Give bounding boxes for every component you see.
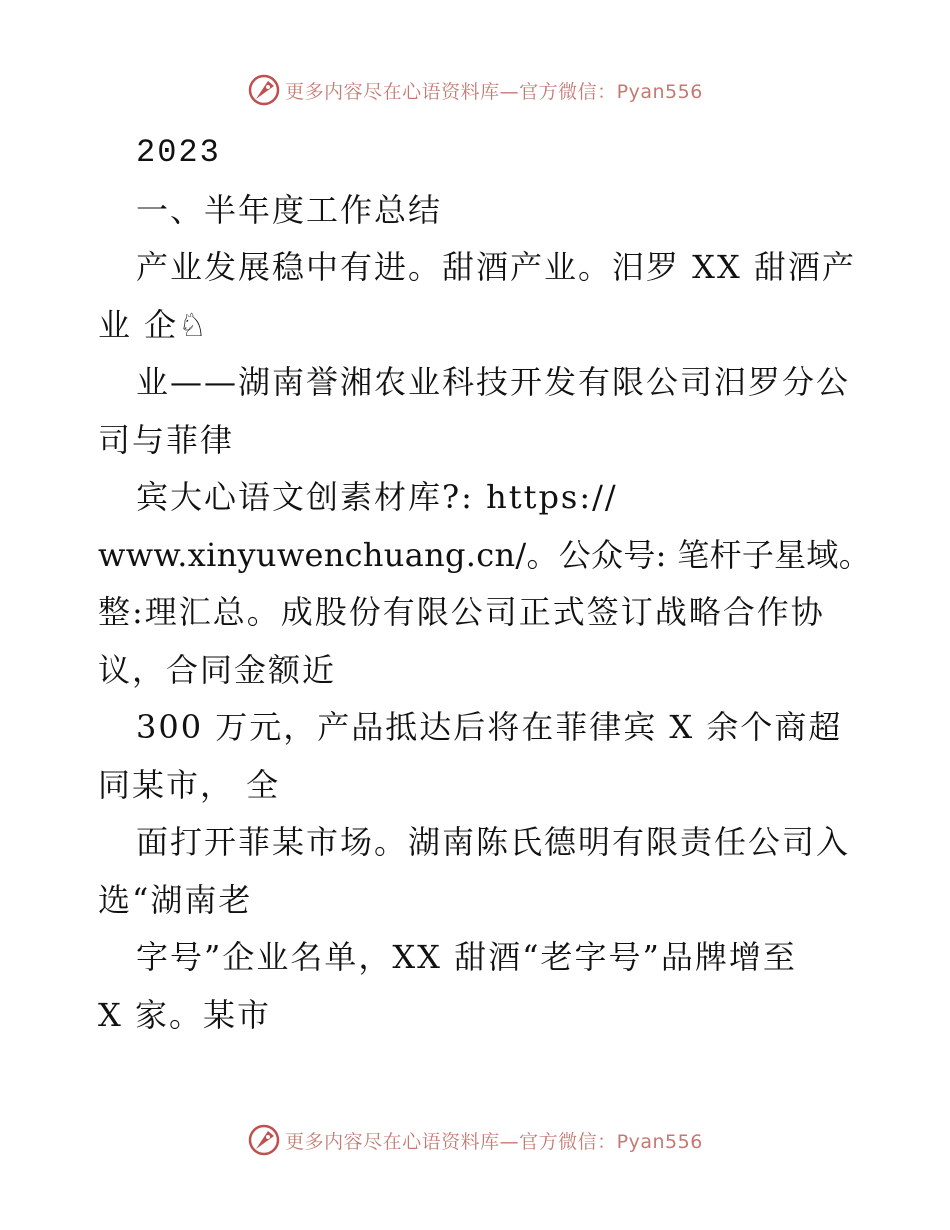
paragraph-line: www.xinyuwenchuang.cn/。公众号: 笔杆子星域。	[98, 535, 872, 574]
footer-watermark	[0, 1120, 950, 1160]
section-heading: 一、半年度工作总结	[136, 190, 443, 229]
paragraph-line: 司与菲律	[98, 420, 235, 459]
paragraph-line: 整:理汇总。成股份有限公司正式签订战略合作协	[98, 593, 825, 631]
document-body	[98, 124, 872, 1044]
paragraph-line: 宾大心语文创素材库?: https://	[136, 478, 618, 516]
paragraph-line: 议，合同金额近	[98, 650, 337, 689]
paragraph-line: 业 企♘	[98, 305, 209, 344]
pen-nib-logo-icon	[247, 73, 281, 107]
paragraph-line: 业——湖南誉湘农业科技开发有限公司汨罗分公	[136, 363, 851, 401]
paragraph-line: X 家。某市	[98, 995, 271, 1034]
paragraph-line: 面打开菲某市场。湖南陈氏德明有限责任公司入	[136, 823, 851, 861]
paragraph-line: 300 万元，产品抵达后将在菲律宾 X 余个商超	[136, 708, 843, 746]
watermark-text: 更多内容尽在心语资料库—官方微信：Pyan556	[285, 80, 703, 103]
paragraph-line: 同某市， 全	[98, 765, 281, 804]
paragraph-line: 产业发展稳中有进。甜酒产业。汨罗 XX 甜酒产	[136, 248, 856, 286]
pen-nib-logo-icon	[247, 1123, 281, 1157]
document-year: 2023	[136, 134, 221, 171]
paragraph-line: 选“湖南老	[98, 880, 253, 919]
paragraph-line: 字号”企业名单，XX 甜酒“老字号”品牌增至	[136, 938, 797, 976]
header-watermark	[0, 70, 950, 110]
watermark-text: 更多内容尽在心语资料库—官方微信：Pyan556	[285, 1130, 703, 1153]
